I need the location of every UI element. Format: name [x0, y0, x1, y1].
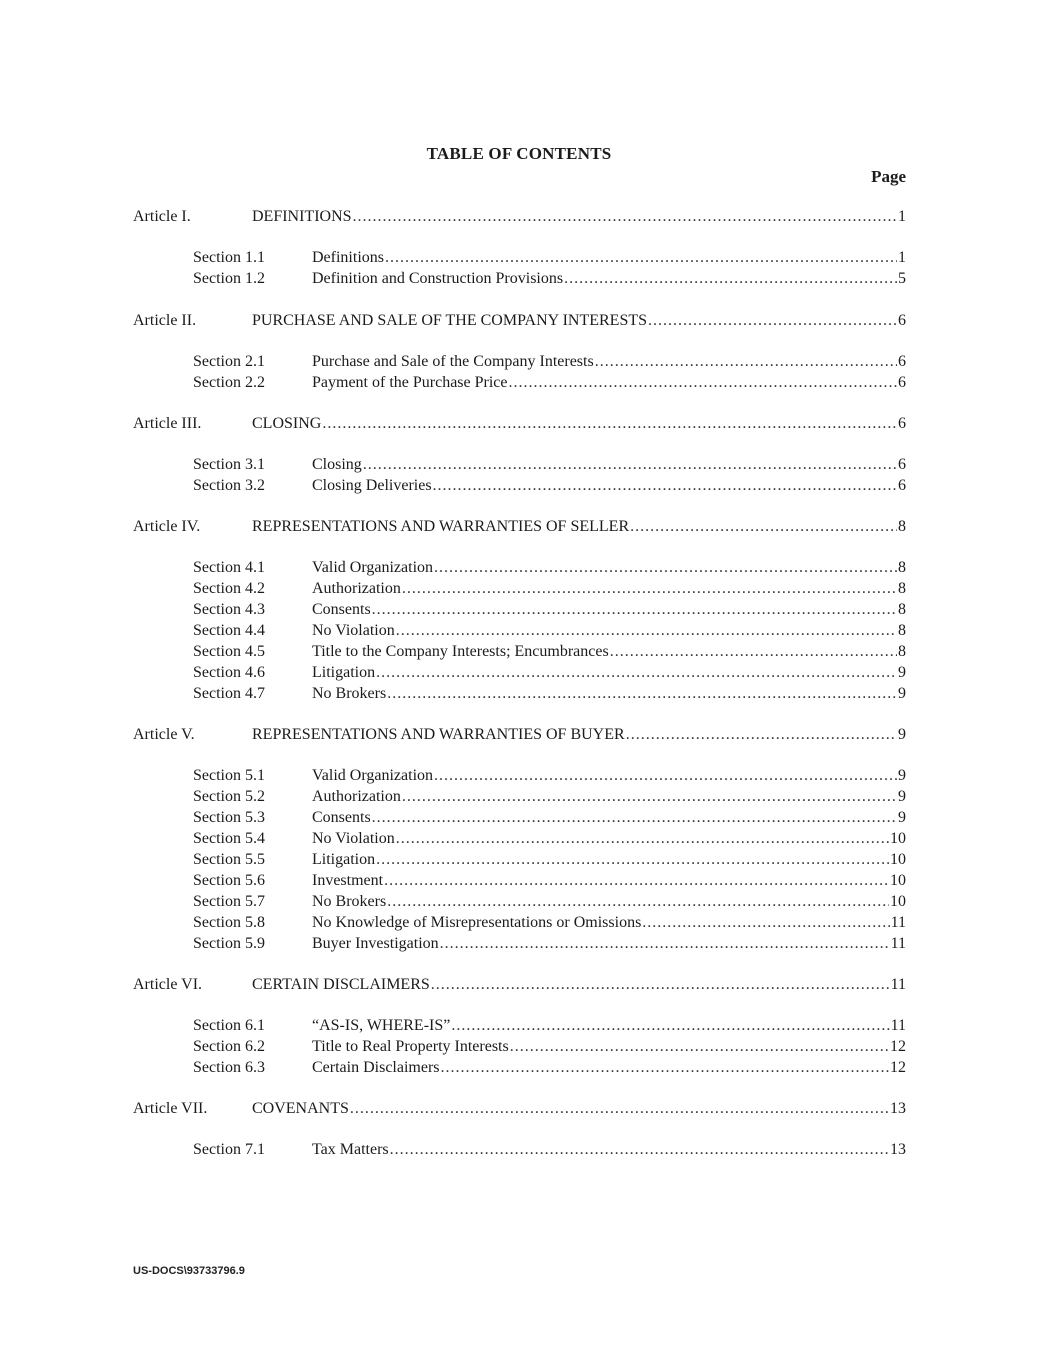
- toc-page-number: 8: [898, 580, 906, 597]
- toc-entry-title: Investment: [312, 872, 384, 889]
- toc-entry: [312, 912, 906, 934]
- toc-entry: [312, 620, 906, 642]
- toc-page-number: 9: [898, 788, 906, 805]
- toc-entry-title: Litigation: [312, 664, 376, 681]
- toc-page-number: 8: [898, 559, 906, 576]
- toc-entry-title: Tax Matters: [312, 1141, 389, 1158]
- toc-section-row[interactable]: [0, 891, 1055, 913]
- toc-entry: [312, 849, 906, 871]
- toc-entry-title: No Brokers: [312, 893, 387, 910]
- toc-entry-number: Section 5.3: [193, 809, 265, 826]
- toc-entry-number: Section 5.2: [193, 788, 265, 805]
- toc-entry-number: Section 1.1: [193, 249, 265, 266]
- dot-leader: [372, 599, 897, 621]
- dot-leader: [363, 454, 897, 476]
- toc-section-row[interactable]: [0, 765, 1055, 787]
- dot-leader: [451, 1015, 889, 1037]
- toc-entry: [252, 516, 906, 538]
- toc-page-number: 8: [898, 518, 906, 535]
- dot-leader: [434, 765, 897, 787]
- toc-entry-number: Article I.: [133, 208, 191, 225]
- toc-entry: [312, 870, 906, 892]
- dot-leader: [509, 372, 898, 394]
- dot-leader: [390, 1139, 889, 1161]
- toc-article-row[interactable]: [0, 974, 1055, 996]
- toc-entry-number: Article II.: [133, 312, 197, 329]
- toc-entry-title: Valid Organization: [312, 767, 434, 784]
- toc-entry: [312, 786, 906, 808]
- toc-entry: [312, 765, 906, 787]
- dot-leader: [376, 662, 897, 684]
- toc-entry-title: Title to Real Property Interests: [312, 1038, 509, 1055]
- toc-section-row[interactable]: [0, 268, 1055, 290]
- toc-entry-number: Section 1.2: [193, 270, 265, 287]
- toc-entry: [312, 1057, 906, 1079]
- toc-page-number: 11: [890, 935, 906, 952]
- toc-entry-title: CLOSING: [252, 415, 322, 432]
- toc-entry-number: Section 5.6: [193, 872, 265, 889]
- toc-entry-number: Section 5.9: [193, 935, 265, 952]
- dot-leader: [353, 206, 897, 228]
- toc-entry-title: No Brokers: [312, 685, 387, 702]
- dot-leader: [350, 1098, 889, 1120]
- dot-leader: [431, 974, 890, 996]
- toc-section-row[interactable]: [0, 828, 1055, 850]
- toc-entry: [252, 310, 906, 332]
- toc-entry: [312, 828, 906, 850]
- toc-entry: [312, 933, 906, 955]
- toc-page-number: 6: [898, 477, 906, 494]
- dot-leader: [564, 268, 897, 290]
- toc-entry-title: COVENANTS: [252, 1100, 349, 1117]
- dot-leader: [387, 891, 889, 913]
- toc-page-number: 9: [898, 685, 906, 702]
- toc-section-row[interactable]: [0, 849, 1055, 871]
- toc-entry: [312, 641, 906, 663]
- toc-page-number: 10: [890, 872, 906, 889]
- toc-page-number: 8: [898, 622, 906, 639]
- toc-page-number: 1: [898, 249, 906, 266]
- toc-entry-number: Section 5.1: [193, 767, 265, 784]
- toc-section-row[interactable]: [0, 1015, 1055, 1037]
- dot-leader: [610, 641, 897, 663]
- toc-entry: [312, 1036, 906, 1058]
- dot-leader: [440, 933, 890, 955]
- toc-entry-title: Certain Disclaimers: [312, 1059, 440, 1076]
- toc-entry-title: PURCHASE AND SALE OF THE COMPANY INTERESTS: [252, 312, 648, 329]
- toc-entry: [312, 247, 906, 269]
- dot-leader: [642, 912, 889, 934]
- toc-section-row[interactable]: [0, 933, 1055, 955]
- toc-page-number: 6: [898, 353, 906, 370]
- toc-entry-title: Authorization: [312, 788, 401, 805]
- toc-entry-title: Consents: [312, 809, 371, 826]
- toc-entry-title: No Knowledge of Misrepresentations or Omissions: [312, 914, 642, 931]
- toc-section-row[interactable]: [0, 1036, 1055, 1058]
- toc-entry: [312, 351, 906, 373]
- dot-leader: [384, 870, 889, 892]
- toc-entry-number: Section 3.1: [193, 456, 265, 473]
- toc-page-number: 11: [890, 976, 906, 993]
- dot-leader: [510, 1036, 889, 1058]
- toc-entry: [312, 454, 906, 476]
- toc-page-number: 10: [890, 893, 906, 910]
- toc-entry-number: Article V.: [133, 726, 195, 743]
- dot-leader: [648, 310, 897, 332]
- toc-article-row[interactable]: [0, 1098, 1055, 1120]
- toc-section-row[interactable]: [0, 683, 1055, 705]
- toc-entry-number: Section 4.3: [193, 601, 265, 618]
- toc-section-row[interactable]: [0, 620, 1055, 642]
- toc-entry-title: DEFINITIONS: [252, 208, 352, 225]
- toc-entry: [312, 372, 906, 394]
- toc-page-number: 11: [890, 914, 906, 931]
- toc-article-row[interactable]: [0, 310, 1055, 332]
- toc-section-row[interactable]: [0, 599, 1055, 621]
- toc-entry: [252, 974, 906, 996]
- toc-section-row[interactable]: [0, 641, 1055, 663]
- toc-page-number: 6: [898, 456, 906, 473]
- toc-entry-title: Litigation: [312, 851, 376, 868]
- dot-leader: [396, 620, 897, 642]
- toc-entry-title: Consents: [312, 601, 371, 618]
- toc-section-row[interactable]: [0, 786, 1055, 808]
- toc-entry-title: REPRESENTATIONS AND WARRANTIES OF SELLER: [252, 518, 630, 535]
- dot-leader: [322, 413, 897, 435]
- page-column-header: Page: [871, 167, 906, 186]
- toc-title: TABLE OF CONTENTS: [426, 144, 612, 163]
- toc-entry-title: “AS-IS, WHERE-IS”: [312, 1017, 451, 1034]
- toc-entry-number: Section 6.2: [193, 1038, 265, 1055]
- toc-entry-title: Payment of the Purchase Price: [312, 374, 508, 391]
- dot-leader: [441, 1057, 889, 1079]
- toc-entry-number: Section 2.1: [193, 353, 265, 370]
- toc-entry: [312, 557, 906, 579]
- toc-page-number: 12: [890, 1038, 906, 1055]
- toc-entry: [312, 578, 906, 600]
- toc-entry-number: Section 2.2: [193, 374, 265, 391]
- toc-entry-number: Article IV.: [133, 518, 201, 535]
- toc-entry-title: Valid Organization: [312, 559, 434, 576]
- toc-entry: [312, 599, 906, 621]
- toc-page-number: 1: [898, 208, 906, 225]
- toc-section-row[interactable]: [0, 557, 1055, 579]
- dot-leader: [402, 786, 897, 808]
- toc-entry-title: REPRESENTATIONS AND WARRANTIES OF BUYER: [252, 726, 625, 743]
- toc-entry: [312, 891, 906, 913]
- toc-page-number: 8: [898, 643, 906, 660]
- toc-page-number: 5: [898, 270, 906, 287]
- toc-entry-number: Article III.: [133, 415, 202, 432]
- toc-section-row[interactable]: [0, 372, 1055, 394]
- toc-entry-title: Authorization: [312, 580, 401, 597]
- toc-entry: [312, 683, 906, 705]
- toc-page-number: 10: [890, 851, 906, 868]
- toc-entry-number: Article VII.: [133, 1100, 208, 1117]
- toc-entry-number: Section 4.7: [193, 685, 265, 702]
- toc-entry-title: Definitions: [312, 249, 384, 266]
- toc-entry-title: No Violation: [312, 622, 395, 639]
- dot-leader: [434, 557, 897, 579]
- toc-entry-number: Section 6.3: [193, 1059, 265, 1076]
- toc-page-number: 8: [898, 601, 906, 618]
- toc-entry: [312, 1015, 906, 1037]
- toc-page-number: 9: [898, 664, 906, 681]
- toc-entry: [312, 1139, 906, 1161]
- dot-leader: [376, 849, 889, 871]
- toc-page-number: 12: [890, 1059, 906, 1076]
- dot-leader: [626, 724, 897, 746]
- toc-entry-title: CERTAIN DISCLAIMERS: [252, 976, 430, 993]
- toc-page-number: 11: [890, 1017, 906, 1034]
- toc-page-number: 13: [890, 1141, 906, 1158]
- toc-section-row[interactable]: [0, 454, 1055, 476]
- toc-entry-title: Closing Deliveries: [312, 477, 432, 494]
- dot-leader: [396, 828, 889, 850]
- toc-entry-title: Title to the Company Interests; Encumbrances: [312, 643, 609, 660]
- dot-leader: [630, 516, 897, 538]
- toc-page-number: 9: [898, 809, 906, 826]
- toc-entry-number: Section 4.2: [193, 580, 265, 597]
- dot-leader: [433, 475, 897, 497]
- toc-article-row[interactable]: [0, 724, 1055, 746]
- toc-section-row[interactable]: [0, 662, 1055, 684]
- toc-entry-number: Section 7.1: [193, 1141, 265, 1158]
- toc-entry-number: Section 5.7: [193, 893, 265, 910]
- dot-leader: [372, 807, 897, 829]
- toc-entry: [252, 206, 906, 228]
- toc-entry-number: Section 3.2: [193, 477, 265, 494]
- toc-entry: [252, 413, 906, 435]
- toc-section-row[interactable]: [0, 807, 1055, 829]
- document-id-footer: US-DOCS\93733796.9: [133, 1265, 245, 1277]
- toc-entry-number: Section 4.5: [193, 643, 265, 660]
- toc-page-number: 6: [898, 374, 906, 391]
- toc-page-number: 9: [898, 767, 906, 784]
- toc-page-number: 6: [898, 312, 906, 329]
- toc-entry: [312, 807, 906, 829]
- toc-entry-number: Section 5.4: [193, 830, 265, 847]
- toc-page-number: 10: [890, 830, 906, 847]
- toc-entry-number: Section 5.5: [193, 851, 265, 868]
- toc-entry-number: Article VI.: [133, 976, 203, 993]
- toc-entry-number: Section 6.1: [193, 1017, 265, 1034]
- toc-entry-number: Section 4.1: [193, 559, 265, 576]
- toc-entry: [252, 1098, 906, 1120]
- toc-entry-title: Closing: [312, 456, 362, 473]
- toc-entry: [312, 475, 906, 497]
- toc-entry: [312, 662, 906, 684]
- toc-entry-title: Buyer Investigation: [312, 935, 439, 952]
- toc-section-row[interactable]: [0, 912, 1055, 934]
- toc-entry: [252, 724, 906, 746]
- toc-entry-title: Purchase and Sale of the Company Interests: [312, 353, 594, 370]
- toc-entry-title: Definition and Construction Provisions: [312, 270, 564, 287]
- toc-article-row[interactable]: [0, 206, 1055, 228]
- toc-section-row[interactable]: [0, 1057, 1055, 1079]
- toc-page-number: 6: [898, 415, 906, 432]
- toc-entry-number: Section 4.4: [193, 622, 265, 639]
- toc-article-row[interactable]: [0, 413, 1055, 435]
- dot-leader: [595, 351, 897, 373]
- toc-page-number: 9: [898, 726, 906, 743]
- toc-section-row[interactable]: [0, 870, 1055, 892]
- toc-section-row[interactable]: [0, 351, 1055, 373]
- toc-entry-number: Section 5.8: [193, 914, 265, 931]
- toc-entry-number: Section 4.6: [193, 664, 265, 681]
- toc-page-number: 13: [890, 1100, 906, 1117]
- toc-entry-title: No Violation: [312, 830, 395, 847]
- toc-section-row[interactable]: [0, 475, 1055, 497]
- dot-leader: [385, 247, 897, 269]
- dot-leader: [387, 683, 897, 705]
- toc-entry: [312, 268, 906, 290]
- toc-section-row[interactable]: [0, 247, 1055, 269]
- toc-article-row[interactable]: [0, 516, 1055, 538]
- dot-leader: [402, 578, 897, 600]
- toc-section-row[interactable]: [0, 1139, 1055, 1161]
- toc-section-row[interactable]: [0, 578, 1055, 600]
